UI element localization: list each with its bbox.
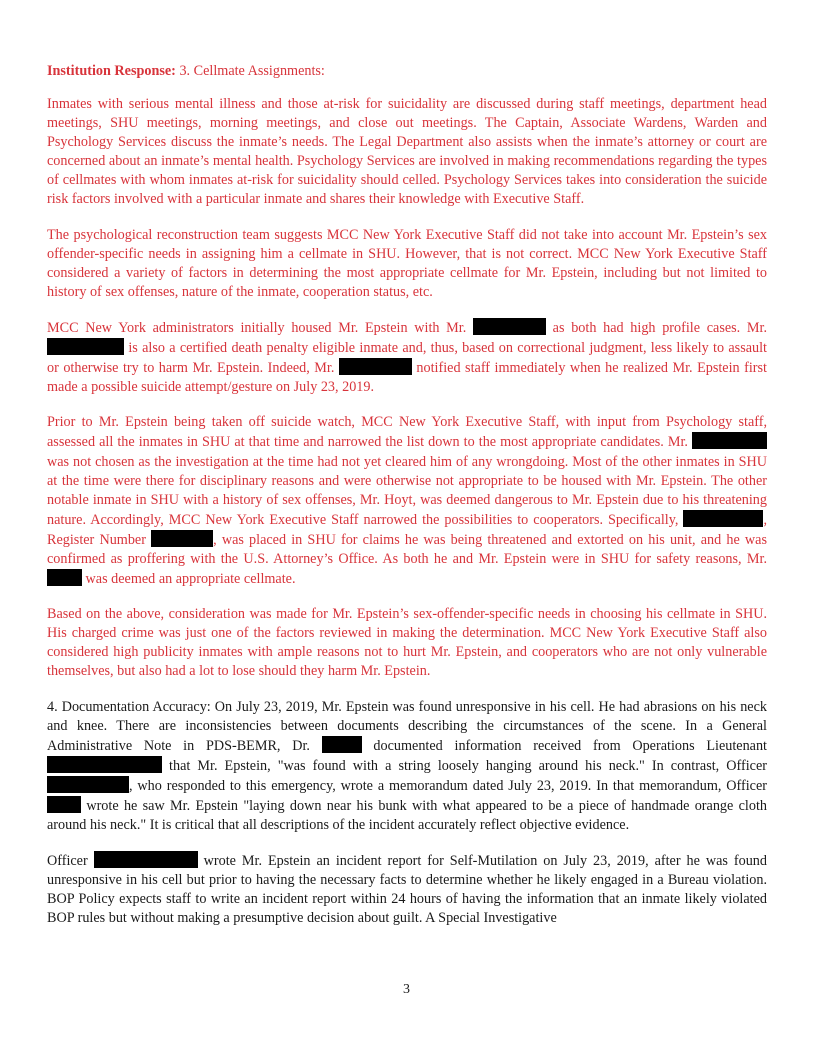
redaction-box [339, 358, 412, 375]
page-number: 3 [403, 982, 410, 997]
redaction-box [47, 756, 162, 773]
redaction-box [322, 736, 362, 753]
redaction-box [473, 318, 546, 335]
redaction-box [47, 569, 82, 586]
paragraph-suicide-watch: Prior to Mr. Epstein being taken off suicide watch, MCC New York Executive Staff, with input from Psychology staff, assessed all the inmates in SHU at that time and narrowed the list down to the most appropriate candidates. Mr. was not chosen as the investigation at the time had not yet cleared him of any wrongdoing. Most of the other inmates in SHU at the time were there for disciplinary reasons and were otherwise not appropriate to be housed with Mr. Epstein. The other notable inmate in SHU with a history of sex offenses, Mr. Hoyt, was deemed dangerous to Mr. Epstein due to his threatening nature. Accordingly, MCC New York Executive Staff narrowed the possibilities to cooperators. Specifically, , Register Number , was placed in SHU for claims he was being threatened and extorted on his unit, and he was confirmed as proffering with the U.S. Attorney’s Office. As both he and Mr. Epstein were in SHU for safety reasons, Mr. was deemed an appropriate cellmate. [47, 414, 767, 588]
paragraph-staff-meetings: Inmates with serious mental illness and those at-risk for suicidality are discussed during staff meetings, department head meetings, SHU meetings, morning meetings, and close out meetings. The Captain, Associate Wardens, Warden and Psychology Services discuss the inmate’s needs. The Legal Department also assists when the inmate’s attorney or court are concerned about an inmate’s mental health. Psychology Services are involved in making recommendations regarding the types of cellmates with whom inmates at-risk for suicidality should celled. Psychology Services takes into consideration the suicide risk factors involved with a particular inmate and shares their knowledge with Executive Staff. [47, 96, 767, 208]
redaction-box [692, 432, 767, 449]
heading-title: 3. Cellmate Assignments: [175, 63, 325, 79]
paragraph-initial-housing: MCC New York administrators initially housed Mr. Epstein with Mr. as both had high profile cases. Mr. is also a certified death penalty eligible inmate and, thus, based on correctional judgment, less likely to assault or otherwise try to harm Mr. Epstein. Indeed, Mr. notified staff immediately when he realized Mr. Epstein first made a possible suicide attempt/gesture on July 23, 2019. [47, 319, 767, 396]
redaction-box [94, 851, 198, 868]
section-heading [47, 62, 767, 81]
redaction-box [47, 776, 129, 793]
paragraph-documentation-accuracy: 4. Documentation Accuracy: On July 23, 2019, Mr. Epstein was found unresponsive in his cell. He had abrasions on his neck and knee. There are inconsistencies between documents describing the circumstances of the scene. In a General Administrative Note in PDS-BEMR, Dr. documented information received from Operations Lieutenant that Mr. Epstein, "was found with a string loosely hanging around his neck." In contrast, Officer , who responded to this emergency, wrote a memorandum dated July 23, 2019. In that memorandum, Officer wrote he saw Mr. Epstein "laying down near his bunk with what appeared to be a piece of handmade orange cloth around his neck." It is critical that all descriptions of the incident accurately reflect objective evidence. [47, 698, 767, 834]
paragraph-reconstruction-team: The psychological reconstruction team suggests MCC New York Executive Staff did not take into account Mr. Epstein’s sex offender-specific needs in assigning him a cellmate in SHU. However, that is not correct. MCC New York Executive Staff considered a variety of factors in determining the most appropriate cellmate for Mr. Epstein, including but not limited to history of sex offenses, nature of the inmate, cooperation status, etc. [47, 226, 767, 300]
paragraph-conclusion: Based on the above, consideration was made for Mr. Epstein’s sex-offender-specific needs in choosing his cellmate in SHU. His charged crime was just one of the factors reviewed in making the determination. MCC New York Executive Staff also considered high publicity inmates with ample reasons not to hurt Mr. Epstein, and cooperators who are not only vulnerable themselves, but also had a lot to lose should they harm Mr. Epstein. [47, 606, 767, 680]
redaction-box [683, 510, 763, 527]
redaction-box [47, 338, 124, 355]
paragraph-incident-report: Officer wrote Mr. Epstein an incident report for Self-Mutilation on July 23, 2019, after he was found unresponsive in his cell but prior to having the necessary facts to determine whether he likely engaged in a Bureau violation. BOP Policy expects staff to write an incident report within 24 hours of having the information that an inmate likely violated BOP rules but without making a presumptive decision about guilt. A Special Investigative [47, 853, 767, 927]
document-page [47, 62, 767, 945]
heading-label: Institution Response: [47, 63, 176, 79]
redaction-box [151, 530, 213, 547]
redaction-box [47, 796, 81, 813]
